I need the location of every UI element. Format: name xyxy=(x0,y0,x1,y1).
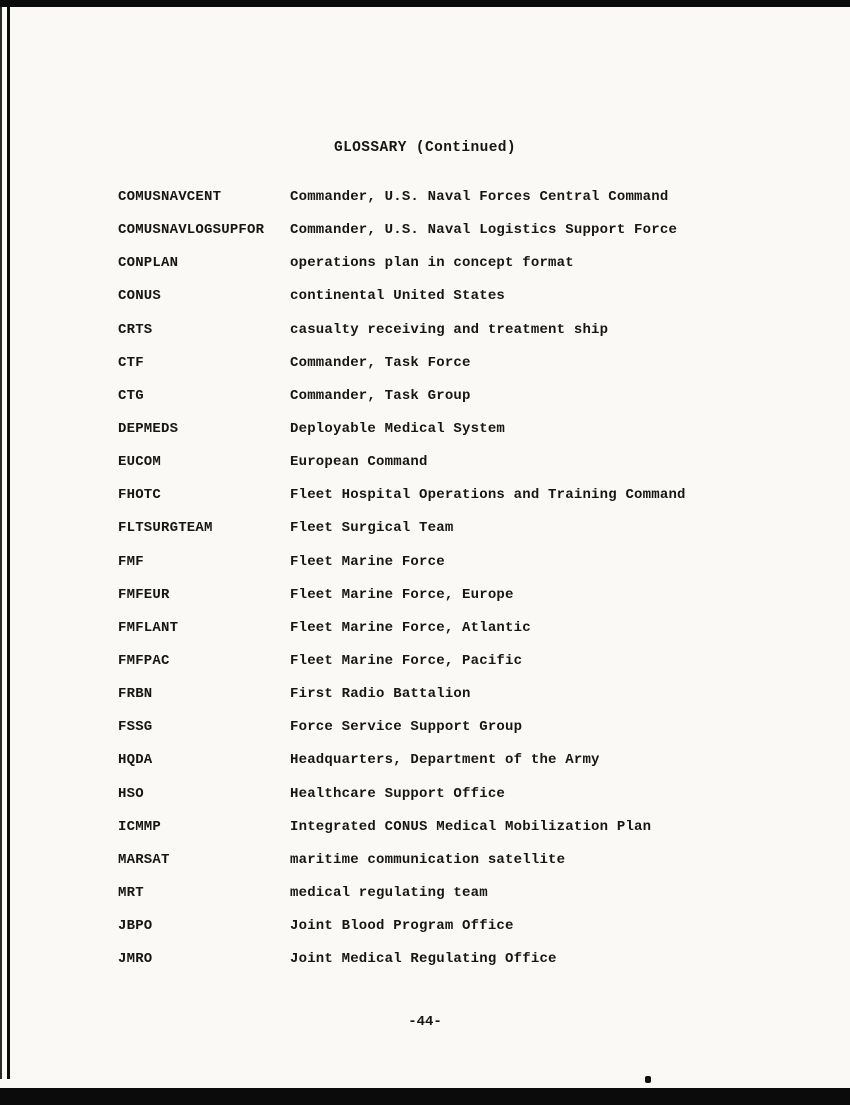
glossary-definition: Commander, Task Force xyxy=(290,354,471,371)
glossary-entry xyxy=(118,951,814,984)
glossary-definition: Healthcare Support Office xyxy=(290,785,506,802)
glossary-term: MARSAT xyxy=(118,851,170,868)
glossary-term: MRT xyxy=(118,884,144,901)
glossary-entry xyxy=(118,752,814,785)
glossary-definition: Fleet Marine Force, Atlantic xyxy=(290,619,531,636)
glossary-term: EUCOM xyxy=(118,454,162,471)
glossary-definition: Commander, U.S. Naval Forces Central Command xyxy=(290,189,669,205)
glossary-entry xyxy=(118,819,814,852)
glossary-entry xyxy=(118,255,814,288)
glossary-term: CONUS xyxy=(118,288,162,305)
glossary-term: HQDA xyxy=(118,752,153,769)
glossary-entry xyxy=(118,554,814,587)
glossary-definition: Fleet Hospital Operations and Training Command xyxy=(290,487,686,504)
glossary-term: FRBN xyxy=(118,686,153,703)
glossary-definition: Commander, U.S. Naval Logistics Support Force xyxy=(290,222,678,239)
glossary-entry xyxy=(118,454,814,487)
glossary-entry xyxy=(118,355,814,388)
glossary-term: JMRO xyxy=(118,951,153,968)
scan-edge-top xyxy=(0,0,850,7)
glossary-term: COMUSNAVLOGSUPFOR xyxy=(118,222,265,239)
glossary-term: FLTSURGTEAM xyxy=(118,520,213,537)
glossary-definition: operations plan in concept format xyxy=(290,255,574,272)
page-number: -44- xyxy=(408,1014,442,1030)
glossary-entry xyxy=(118,189,814,222)
glossary-definition: Force Service Support Group xyxy=(290,719,523,736)
glossary-definition: Fleet Marine Force, Europe xyxy=(290,586,514,603)
glossary-term: CRTS xyxy=(118,321,153,338)
glossary-definition: Fleet Surgical Team xyxy=(290,520,454,537)
glossary-definition: Commander, Task Group xyxy=(290,387,471,404)
page-title: GLOSSARY (Continued) xyxy=(333,140,517,156)
scan-edge-bottom xyxy=(0,1088,850,1105)
glossary-definition: Headquarters, Department of the Army xyxy=(290,752,600,769)
glossary-entry xyxy=(118,653,814,686)
glossary-term: FMFLANT xyxy=(118,619,179,636)
glossary-term: ICMMP xyxy=(118,818,162,835)
glossary-term: FMF xyxy=(118,553,144,570)
glossary-definition: Fleet Marine Force xyxy=(290,553,445,570)
glossary-definition: First Radio Battalion xyxy=(290,686,471,703)
glossary-term: COMUSNAVCENT xyxy=(118,189,222,205)
glossary-term: JBPO xyxy=(118,918,153,935)
glossary-term: FHOTC xyxy=(118,487,162,504)
glossary-entry xyxy=(118,918,814,951)
glossary-entry xyxy=(118,388,814,421)
glossary-definition: Integrated CONUS Medical Mobilization Plan xyxy=(290,818,652,835)
glossary-term: FMFPAC xyxy=(118,652,170,669)
glossary-entry xyxy=(118,288,814,321)
glossary-definition: medical regulating team xyxy=(290,884,488,901)
glossary-definition: casualty receiving and treatment ship xyxy=(290,321,609,338)
glossary-definition: Joint Medical Regulating Office xyxy=(290,951,557,968)
glossary-entry xyxy=(118,786,814,819)
glossary-definition: European Command xyxy=(290,454,428,471)
glossary-term: CONPLAN xyxy=(118,255,179,272)
glossary-entry xyxy=(118,686,814,719)
scan-edge-left xyxy=(7,7,10,1079)
glossary-entry xyxy=(118,222,814,255)
glossary-entry xyxy=(118,852,814,885)
glossary-term: HSO xyxy=(118,785,144,802)
glossary-term: CTF xyxy=(118,354,144,371)
glossary-entry xyxy=(118,322,814,355)
glossary-definition: continental United States xyxy=(290,288,506,305)
glossary-entry xyxy=(118,885,814,918)
scan-speck xyxy=(645,1076,651,1083)
scan-edge-left-outer xyxy=(0,7,2,1079)
glossary-term: CTG xyxy=(118,387,144,404)
glossary-term: DEPMEDS xyxy=(118,420,179,437)
glossary-definition: Joint Blood Program Office xyxy=(290,918,514,935)
glossary-entry xyxy=(118,421,814,454)
glossary-list xyxy=(118,189,814,984)
glossary-term: FMFEUR xyxy=(118,586,170,603)
glossary-definition: maritime communication satellite xyxy=(290,851,566,868)
glossary-entry xyxy=(118,487,814,520)
glossary-entry xyxy=(118,620,814,653)
glossary-entry xyxy=(118,719,814,752)
glossary-entry xyxy=(118,587,814,620)
glossary-entry xyxy=(118,520,814,553)
glossary-definition: Fleet Marine Force, Pacific xyxy=(290,652,523,669)
glossary-definition: Deployable Medical System xyxy=(290,420,506,437)
glossary-term: FSSG xyxy=(118,719,153,736)
